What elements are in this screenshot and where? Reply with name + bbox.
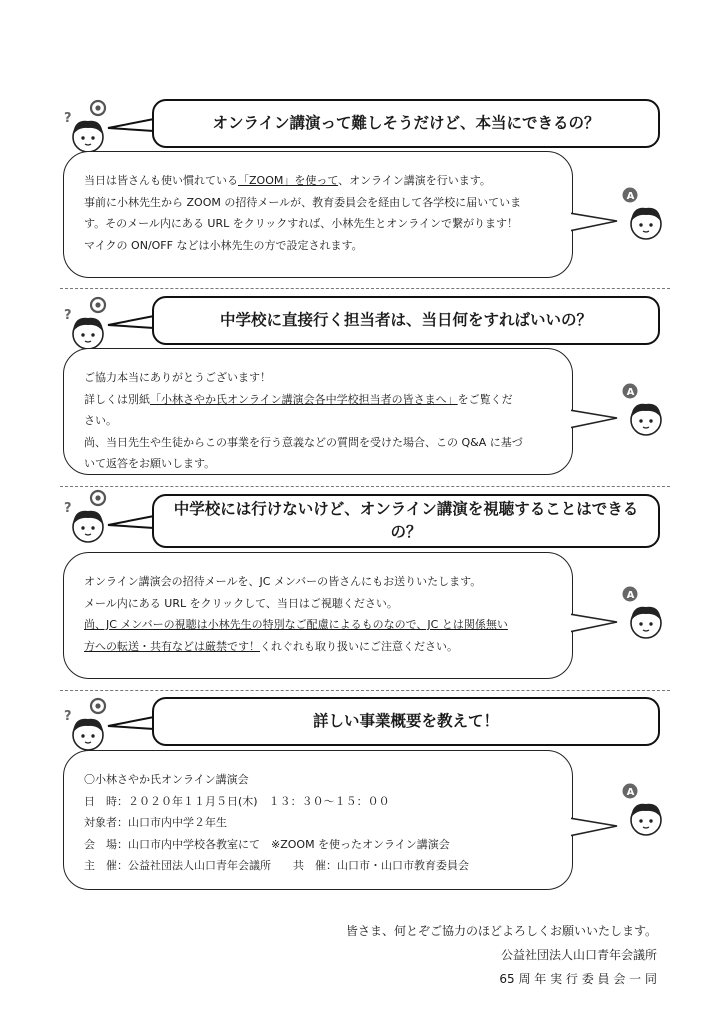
answer-emphasis-text: 「ZOOM」を使って — [238, 174, 339, 187]
question-bubble — [152, 494, 660, 548]
svg-text:?: ? — [64, 501, 72, 516]
svg-text:A: A — [626, 387, 635, 398]
answer-line — [84, 235, 558, 257]
answer-emphasis-text: 方への転送・共有などは厳禁です！ — [84, 639, 260, 653]
question-bubble-tail — [106, 313, 156, 335]
answer-line — [84, 769, 558, 791]
answer-text: 当日は皆さんも使い慣れている — [84, 174, 238, 187]
answer-text: をご覧くだ — [457, 392, 513, 406]
footer-greeting: 皆さま、何とぞご協力のほどよろしくお願いいたします。 — [345, 924, 657, 938]
answer-line — [84, 410, 558, 432]
answer-text: す。そのメール内にある URL をクリックすれば、小林先生とオンラインで繋がります！ — [84, 217, 518, 230]
answer-text: マイクの ON/OFF などは小林先生の方で設定されます。 — [84, 238, 363, 252]
answer-line — [84, 170, 558, 192]
answer-text: 、オンライン講演を行います。 — [338, 174, 491, 187]
answer-line — [84, 389, 558, 411]
answer-text: さい。 — [84, 414, 117, 427]
answer-text: 事前に小林先生から ZOOM の招待メールが、教育委員会を経由して各学校に届いていま — [84, 195, 522, 209]
question-text: 詳しい事業概要を教えて！ — [312, 712, 499, 730]
footer — [346, 919, 657, 991]
answer-emphasis-text: 「小林さやか氏オンライン講演会各中学校担当者の皆さまへ」 — [150, 392, 458, 406]
answer-child-icon — [618, 382, 670, 442]
section-divider — [60, 288, 670, 289]
answer-line — [84, 812, 558, 834]
question-child-icon — [60, 489, 112, 549]
answer-child-icon — [618, 186, 670, 246]
answer-text: いて返答をお願いします。 — [84, 457, 216, 470]
question-text: 中学校には行けないけど、オンライン講演を視聴することはできるの？ — [173, 500, 639, 541]
answer-line — [84, 636, 558, 658]
answer-bubble — [63, 552, 573, 679]
question-bubble — [152, 99, 660, 148]
answer-line — [84, 213, 558, 235]
answer-line — [84, 571, 558, 593]
answer-line — [84, 453, 558, 475]
answer-line — [84, 855, 558, 877]
answer-line — [84, 614, 558, 636]
answer-text: 日 時：２０２０年１１月５日(木) １３：３０～１５：００ — [84, 794, 390, 808]
answer-line — [84, 192, 558, 214]
answer-bubble — [63, 750, 573, 890]
svg-text:?: ? — [64, 308, 72, 323]
svg-text:A: A — [626, 590, 635, 601]
svg-text:A: A — [626, 191, 635, 202]
question-bubble — [152, 697, 660, 746]
answer-text: くれぐれも取り扱いにご注意ください。 — [260, 639, 458, 653]
question-text: 中学校に直接行く担当者は、当日何をすればいいの？ — [219, 311, 592, 329]
answer-line — [84, 834, 558, 856]
answer-bubble-tail — [571, 612, 621, 638]
question-bubble-tail — [106, 513, 156, 535]
answer-child-icon — [618, 585, 670, 645]
section-divider — [60, 690, 670, 691]
question-bubble — [152, 296, 660, 345]
question-child-icon — [60, 99, 112, 159]
svg-text:A: A — [626, 787, 635, 798]
answer-text: 尚、当日先生や生徒からこの事業を行う意義などの質問を受けた場合、この Q&A に基づ — [84, 435, 523, 449]
question-text: オンライン講演って難しそうだけど、本当にできるの？ — [212, 114, 600, 132]
answer-text: ご協力本当にありがとうございます！ — [84, 371, 271, 384]
answer-text: 対象者：山口市内中学２年生 — [84, 816, 227, 829]
question-bubble-tail — [106, 714, 156, 736]
answer-text: オンライン講演会の招待メールを、JC メンバーの皆さんにもお送りいたします。 — [84, 575, 482, 588]
answer-text: 会 場：山口市内中学校各教室にて ※ZOOM を使ったオンライン講演会 — [84, 837, 450, 851]
answer-bubble — [63, 348, 573, 475]
answer-line — [84, 367, 558, 389]
answer-text: 詳しくは別紙 — [84, 392, 150, 406]
footer-committee: 65 周 年 実 行 委 員 会 一 同 — [499, 972, 657, 986]
answer-text: 〇小林さやか氏オンライン講演会 — [84, 773, 249, 786]
answer-text: 主 催：公益社団法人山口青年会議所 共 催：山口市・山口市教育委員会 — [84, 859, 469, 872]
answer-child-icon — [618, 782, 670, 842]
footer-organization: 公益社団法人山口青年会議所 — [500, 948, 657, 962]
answer-bubble — [63, 151, 573, 278]
answer-line — [84, 432, 558, 454]
section-divider — [60, 486, 670, 487]
answer-bubble-tail — [571, 816, 621, 842]
answer-text: メール内にある URL をクリックして、当日はご視聴ください。 — [84, 596, 398, 610]
svg-text:?: ? — [64, 111, 72, 126]
svg-text:?: ? — [64, 709, 72, 724]
answer-line — [84, 791, 558, 813]
question-bubble-tail — [106, 116, 156, 138]
question-child-icon — [60, 296, 112, 356]
question-child-icon — [60, 697, 112, 757]
answer-emphasis-text: 尚、JC メンバーの視聴は小林先生の特別なご配慮によるものなので、JC とは関係無い — [84, 618, 508, 631]
answer-bubble-tail — [571, 211, 621, 237]
answer-bubble-tail — [571, 408, 621, 434]
answer-line — [84, 593, 558, 615]
